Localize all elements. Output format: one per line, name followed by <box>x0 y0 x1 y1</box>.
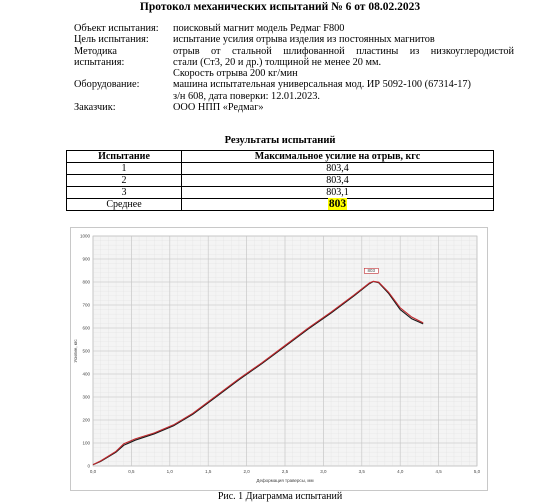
purpose-label: Цель испытания: <box>74 34 149 46</box>
x-tick-label: 3,5 <box>358 469 365 474</box>
method-label-line1: Методика <box>74 45 117 57</box>
equipment-value-line1: машина испытательная универсальная мод. ИР 5092-100 (67314-17) <box>173 79 471 91</box>
average-value-cell <box>182 199 494 211</box>
y-tick-label: 800 <box>82 279 90 285</box>
meta-row-method <box>74 46 514 80</box>
y-tick-label: 700 <box>82 302 90 308</box>
test-number-cell: 3 <box>67 187 182 199</box>
customer-label: Заказчик: <box>74 102 116 114</box>
x-tick-label: 1,0 <box>166 469 173 474</box>
y-tick-label: 600 <box>82 325 90 331</box>
average-row <box>67 199 494 211</box>
protocol-title: Протокол механических испытаний № 6 от 08.02.2023 <box>139 1 421 13</box>
method-value-line3: Скорость отрыва 200 кг/мин <box>173 68 298 80</box>
column-header-test: Испытание <box>67 151 182 163</box>
x-tick-label: 2,5 <box>281 469 289 474</box>
method-value-line1: отрыв от стальной шлифованной пластины из низкоуглеродистой <box>173 45 514 57</box>
method-label-line2: испытания: <box>74 56 125 68</box>
purpose-value: испытание усилия отрыва изделия из постоянных магнитов <box>173 34 435 46</box>
meta-row-equipment <box>74 79 514 102</box>
x-tick-label: 2,0 <box>243 469 250 474</box>
meta-row-customer <box>74 102 514 113</box>
y-tick-label: 400 <box>82 371 90 377</box>
y-tick-label: 900 <box>82 256 90 262</box>
force-value-cell: 803,4 <box>182 163 494 175</box>
y-tick-label: 300 <box>82 394 90 400</box>
x-tick-label: 4,0 <box>397 469 404 474</box>
x-axis-label: Деформация траверсы, мм <box>256 478 314 483</box>
y-axis-label: Усилие, кгс <box>73 339 78 363</box>
figure-caption: Рис. 1 Диаграмма испытаний <box>217 491 343 502</box>
test-number-cell: 1 <box>67 163 182 175</box>
peak-marker-label: 803 <box>367 268 376 274</box>
x-tick-label: 3,0 <box>320 469 327 474</box>
y-tick-label: 200 <box>82 417 90 423</box>
force-value-cell: 803,1 <box>182 187 494 199</box>
test-diagram <box>71 228 487 490</box>
method-value-line2: стали (Ст3, 20 и др.) толщиной не менее 20 мм. <box>173 56 382 68</box>
column-header-force: Максимальное усилие на отрыв, кгс <box>182 151 494 163</box>
test-number-cell: 2 <box>67 175 182 187</box>
table-row <box>67 163 494 175</box>
force-deformation-chart <box>71 228 487 490</box>
x-tick-label: 1,5 <box>205 469 212 474</box>
x-tick-label: 0,0 <box>89 469 97 474</box>
results-table <box>66 150 494 211</box>
test-metadata <box>74 23 514 113</box>
object-value: поисковый магнит модель Редмаг F800 <box>173 23 345 34</box>
force-value-cell: 803,4 <box>182 175 494 187</box>
y-tick-label: 0 <box>87 463 90 469</box>
results-title: Результаты испытаний <box>224 135 336 146</box>
table-row <box>67 175 494 187</box>
customer-value: ООО НПП «Редмаг» <box>173 102 264 114</box>
y-tick-label: 100 <box>82 440 90 446</box>
y-tick-label: 500 <box>82 348 90 354</box>
x-tick-label: 4,5 <box>435 469 442 474</box>
equipment-value-line2: з/н 608, дата поверки: 12.01.2023. <box>173 90 320 102</box>
average-value-highlight: 803 <box>328 198 347 210</box>
results-header-row <box>67 151 494 163</box>
meta-row-object <box>74 23 514 34</box>
object-label: Объект испытания: <box>74 23 159 34</box>
x-tick-label: 0,5 <box>128 469 135 474</box>
equipment-label: Оборудование: <box>74 79 140 91</box>
meta-row-purpose <box>74 34 514 45</box>
average-label-cell: Среднее <box>67 199 182 211</box>
table-row <box>67 187 494 199</box>
x-tick-label: 5,0 <box>473 469 481 474</box>
y-tick-label: 1000 <box>79 233 90 239</box>
